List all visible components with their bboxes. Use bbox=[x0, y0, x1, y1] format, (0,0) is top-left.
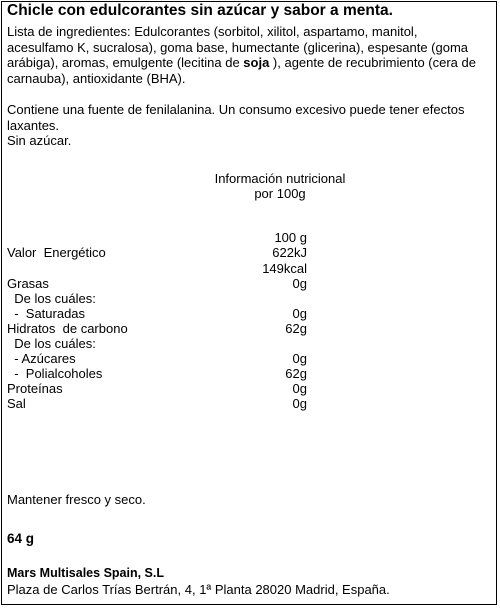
nutrient-label: De los cuáles: bbox=[7, 291, 96, 306]
nutrient-value: 62g bbox=[285, 366, 307, 381]
nutrient-value: 62g bbox=[285, 321, 307, 336]
product-title: Chicle con edulcorantes sin azúcar y sabor a menta. bbox=[7, 2, 393, 19]
allergen-soja: soja bbox=[243, 55, 270, 71]
nutrient-label: De los cuáles: bbox=[7, 336, 96, 351]
nutrient-label: - Azúcares bbox=[7, 351, 76, 366]
nutrient-value: 0g bbox=[292, 351, 307, 366]
nutrient-row bbox=[7, 291, 307, 307]
ingredients-list bbox=[7, 24, 487, 86]
phenylalanine-warning: Contiene una fuente de fenilalanina. Un consumo excesivo puede tener efectos laxantes. bbox=[7, 102, 465, 133]
sugar-free-note: Sin azúcar. bbox=[7, 133, 72, 148]
nutrient-label: Grasas bbox=[7, 276, 49, 291]
energy-kcal-row bbox=[7, 261, 307, 277]
nutrient-row bbox=[7, 381, 307, 397]
nutrient-row bbox=[7, 336, 307, 352]
nutrient-row bbox=[7, 306, 307, 322]
nutrient-label: Proteínas bbox=[7, 381, 63, 396]
ingredients-text: Lista de ingredientes: Edulcorantes (sorbitol, xilitol, aspartamo, manitol, acesulfamo K, sucralosa), goma base, humectante (glicerina), espesante (goma arábiga), aromas, emulgente (lecitina de bbox=[7, 24, 469, 71]
nutrient-row bbox=[7, 276, 307, 292]
nutrient-row bbox=[7, 351, 307, 367]
energy-kcal-value: 149kcal bbox=[262, 261, 307, 276]
per-amount-row bbox=[7, 230, 307, 246]
nutrient-row bbox=[7, 321, 307, 337]
nutrient-label: - Saturadas bbox=[7, 306, 86, 321]
nutrient-label: - Polialcoholes bbox=[7, 366, 103, 381]
nutrient-label: Sal bbox=[7, 396, 26, 411]
ingredients-text-tail: ), agente de recubrimiento (cera de carnauba), antioxidante (BHA). bbox=[7, 55, 476, 86]
energy-row bbox=[7, 245, 307, 261]
nutrient-value: 0g bbox=[292, 381, 307, 396]
storage-instructions: Mantener fresco y seco. bbox=[7, 492, 146, 507]
nutrient-row bbox=[7, 366, 307, 382]
nutrient-value: 0g bbox=[292, 306, 307, 321]
company-address: Plaza de Carlos Trías Bertrán, 4, 1ª Planta 28020 Madrid, España. bbox=[7, 582, 390, 597]
nutrition-per-100g: por 100g bbox=[254, 186, 306, 201]
company-name: Mars Multisales Spain, S.L bbox=[7, 566, 164, 580]
nutrient-value: 0g bbox=[292, 276, 307, 291]
nutrient-row bbox=[7, 396, 307, 412]
net-weight: 64 g bbox=[7, 531, 35, 546]
energy-kj-value: 622kJ bbox=[272, 245, 307, 260]
nutrient-value: 0g bbox=[292, 396, 307, 411]
nutrition-header: Información nutricional bbox=[214, 171, 346, 186]
nutrient-label: Hidratos de carbono bbox=[7, 321, 128, 336]
energy-label: Valor Energético bbox=[7, 245, 106, 260]
per-amount-value: 100 g bbox=[274, 230, 307, 245]
